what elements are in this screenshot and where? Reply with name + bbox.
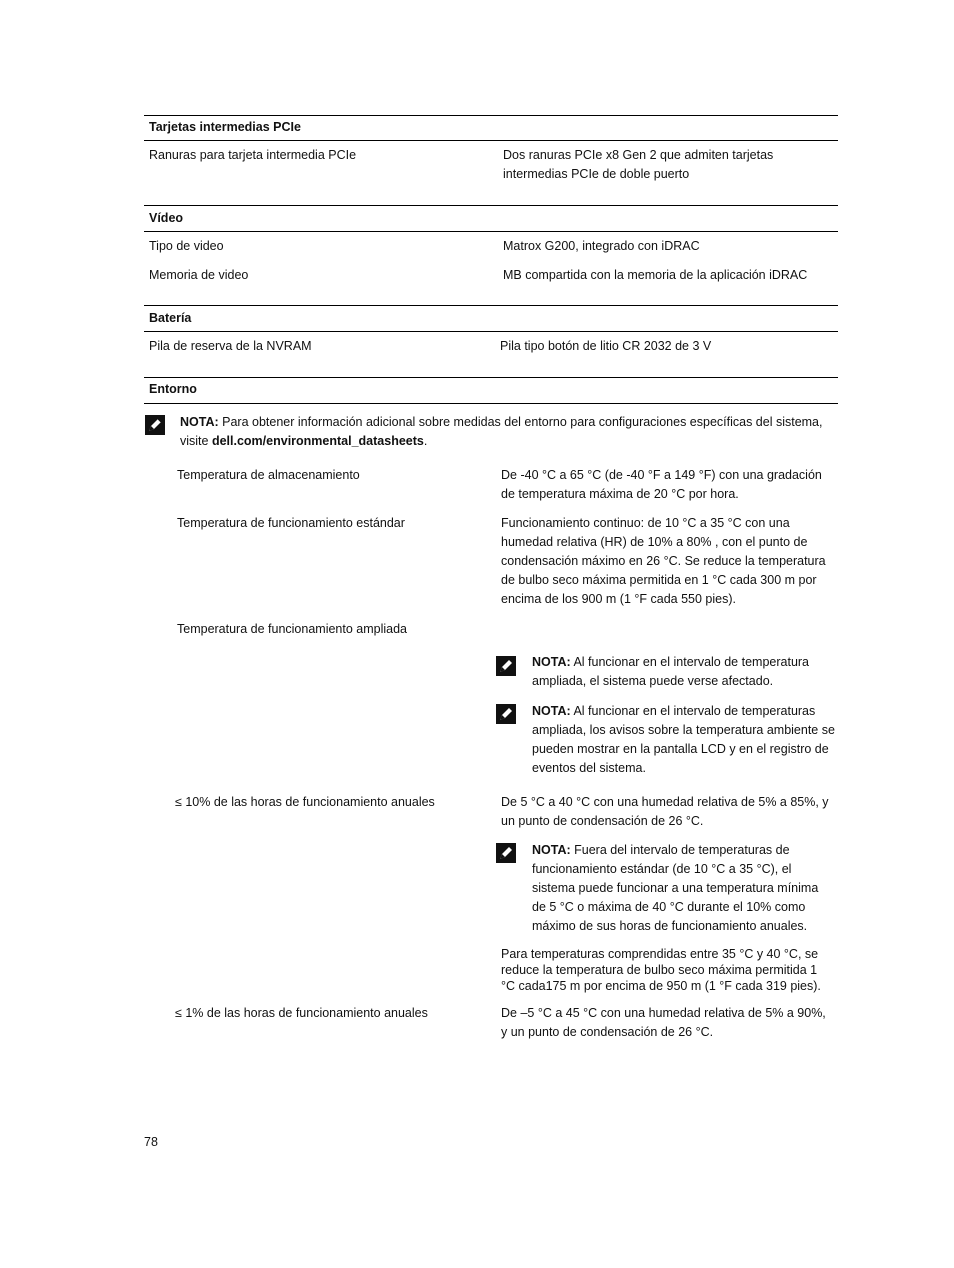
rule-top-environment xyxy=(144,377,838,378)
ten-percent-note xyxy=(532,841,832,936)
ten-percent-value: De 5 °C a 40 °C con una humedad relativa de 5% a 85%, y un punto de condensación de 26 °C. xyxy=(501,795,829,828)
one-percent-value: De –5 °C a 45 °C con una humedad relativa de 5% a 90%, y un punto de condensación de 26 °C. xyxy=(501,1006,826,1039)
storage-temp-value: De -40 °C a 65 °C (de -40 °F a 149 °F) con una gradación de temperatura máxima de 20 °C por hora. xyxy=(501,468,822,501)
storage-temp-label: Temperatura de almacenamiento xyxy=(177,468,360,482)
ten-percent-extra: Para temperaturas comprendidas entre 35 °C y 40 °C, se reduce la temperatura de bulbo seco máxima permitida 1 °C cada175 m por encima de 950 m (1 °F cada 319 pies). xyxy=(501,947,821,993)
note-prefix: NOTA: xyxy=(180,415,219,429)
pencil-note-icon xyxy=(496,843,516,863)
video-memory-value: MB compartida con la memoria de la aplicación iDRAC xyxy=(503,268,808,282)
note-text: Para obtener información adicional sobre medidas del entorno para configuraciones específicas del sistema, visite xyxy=(180,415,823,448)
extended-note-1 xyxy=(532,653,832,691)
pcie-slots-value: Dos ranuras PCIe x8 Gen 2 que admiten tarjetas intermedias PCIe de doble puerto xyxy=(503,148,774,181)
note-suffix: . xyxy=(423,434,428,448)
rule-top-battery xyxy=(144,305,838,306)
rule-top-pcie xyxy=(144,115,838,116)
note-text: Fuera del intervalo de temperaturas de funcionamiento estándar (de 10 °C a 35 °C), el sistema puede funcionar a una temperatura mínima de 5 °C o máxima de 40 °C durante el 10% como máximo de sus horas de funcionamiento anuales. xyxy=(532,843,819,933)
section-title-video: Vídeo xyxy=(149,211,184,225)
video-memory-label: Memoria de video xyxy=(149,268,249,282)
note-prefix: NOTA: xyxy=(532,655,571,669)
extended-temp-label: Temperatura de funcionamiento ampliada xyxy=(177,622,407,636)
note-text: Al funcionar en el intervalo de temperatura ampliada, el sistema puede verse afectado. xyxy=(532,655,810,688)
pcie-slots-label: Ranuras para tarjeta intermedia PCIe xyxy=(149,148,357,162)
video-type-label: Tipo de video xyxy=(149,239,224,253)
note-text: Al funcionar en el intervalo de temperaturas ampliada, los avisos sobre la temperatura ambiente se pueden mostrar en la pantalla LCD y en el registro de eventos del sistema. xyxy=(532,704,835,775)
standard-temp-value: Funcionamiento continuo: de 10 °C a 35 °C con una humedad relativa (HR) de 10% a 80% , con el punto de condensación máximo en 26 °C. Se reduce la temperatura de bulbo seco máxima permitida en 1 °C cada 300 m por encima de los 900 m (1 °F cada 550 pies). xyxy=(501,516,826,606)
section-title-pcie: Tarjetas intermedias PCIe xyxy=(149,120,301,134)
datasheets-link[interactable]: dell.com/environmental_datasheets xyxy=(211,434,424,448)
rule-environment-header xyxy=(144,403,838,404)
extended-note-2 xyxy=(532,702,838,778)
rule-top-video xyxy=(144,205,838,206)
battery-label: Pila de reserva de la NVRAM xyxy=(149,339,312,353)
pencil-note-icon xyxy=(145,415,165,435)
note-prefix: NOTA: xyxy=(532,704,571,718)
environment-note xyxy=(180,413,830,451)
section-title-battery: Batería xyxy=(149,311,192,325)
one-percent-label: ≤ 1% de las horas de funcionamiento anuales xyxy=(175,1006,428,1020)
standard-temp-label: Temperatura de funcionamiento estándar xyxy=(177,516,405,530)
rule-video-header xyxy=(144,231,838,232)
rule-pcie-header xyxy=(144,140,838,141)
page-number: 78 xyxy=(144,1135,158,1149)
rule-battery-header xyxy=(144,331,838,332)
section-title-environment: Entorno xyxy=(149,382,197,396)
note-prefix: NOTA: xyxy=(532,843,571,857)
pencil-note-icon xyxy=(496,656,516,676)
ten-percent-label: ≤ 10% de las horas de funcionamiento anuales xyxy=(175,795,435,809)
video-type-value: Matrox G200, integrado con iDRAC xyxy=(503,239,700,253)
battery-value: Pila tipo botón de litio CR 2032 de 3 V xyxy=(500,339,712,353)
pencil-note-icon xyxy=(496,704,516,724)
